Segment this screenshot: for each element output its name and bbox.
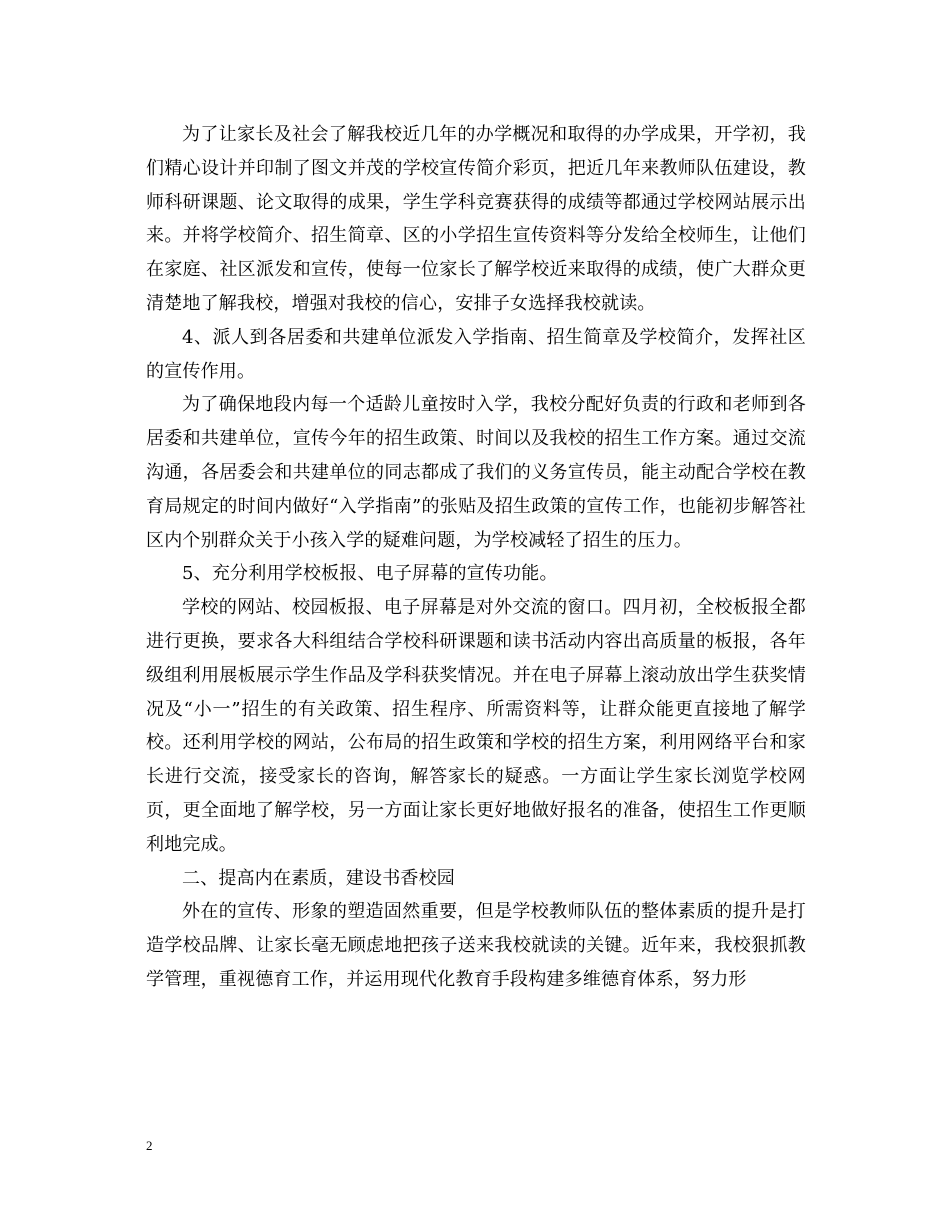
paragraph-boards-and-screens: 学校的网站、校园板报、电子屏幕是对外交流的窗口。四月初，全校板报全都进行更换，要求各大科组结合学校科研课题和读书活动内容出高质量的板报，各年级组利用展板展示学生作品及学科获奖情况。并在电子屏幕上滚动放出学生获奖情况及“小一”招生的有关政策、招生程序、所需资料等，让群众能更直接地了解学校。还利用学校的网站，公布局的招生政策和学校的招生方案，利用网络平台和家长进行交流，接受家长的咨询，解答家长的疑惑。一方面让学生家长浏览学校网页，更全面地了解学校，另一方面让家长更好地做好报名的准备，使招生工作更顺利地完成。 — [146, 597, 806, 855]
paragraph-item-5-heading: 5、充分利用学校板报、电子屏幕的宣传功能。 — [182, 563, 558, 585]
paragraph-community-outreach: 为了确保地段内每一个适龄儿童按时入学，我校分配好负责的行政和老师到各居委和共建单位，宣传今年的招生政策、时间以及我校的招生工作方案。通过交流沟通，各居委会和共建单位的同志都成了我们的义务宣传员，能主动配合学校在教育局规定的时间内做好“入学指南”的张贴及招生政策的宣传工作，也能初步解答社区内个别群众关于小孩入学的疑难问题，为学校减轻了招生的压力。 — [146, 394, 806, 551]
paragraph-intro-publicity: 为了让家长及社会了解我校近几年的办学概况和取得的办学成果，开学初，我们精心设计并印制了图文并茂的学校宣传简介彩页，把近几年来教师队伍建设，教师科研课题、论文取得的成果，学生学科竞赛获得的成绩等都通过学校网站展示出来。并将学校简介、招生简章、区的小学招生宣传资料等分发给全校师生，让他们在家庭、社区派发和宣传，使每一位家长了解学校近来取得的成绩，使广大群众更清楚地了解我校，增强对我校的信心，安排子女选择我校就读。 — [146, 124, 806, 314]
page-number: 2 — [146, 1138, 153, 1153]
document-body — [146, 118, 806, 997]
paragraph-inner-quality: 外在的宣传、形象的塑造固然重要，但是学校教师队伍的整体素质的提升是打造学校品牌、让家长毫无顾虑地把孩子送来我校就读的关键。近年来，我校狠抓教学管理，重视德育工作，并运用现代化教育手段构建多维德育体系，努力形 — [146, 901, 806, 990]
section-heading-2: 二、提高内在素质，建设书香校园 — [182, 867, 455, 889]
paragraph-item-4-heading: 4、派人到各居委和共建单位派发入学指南、招生简章及学校简介，发挥社区的宣传作用。 — [146, 326, 806, 382]
